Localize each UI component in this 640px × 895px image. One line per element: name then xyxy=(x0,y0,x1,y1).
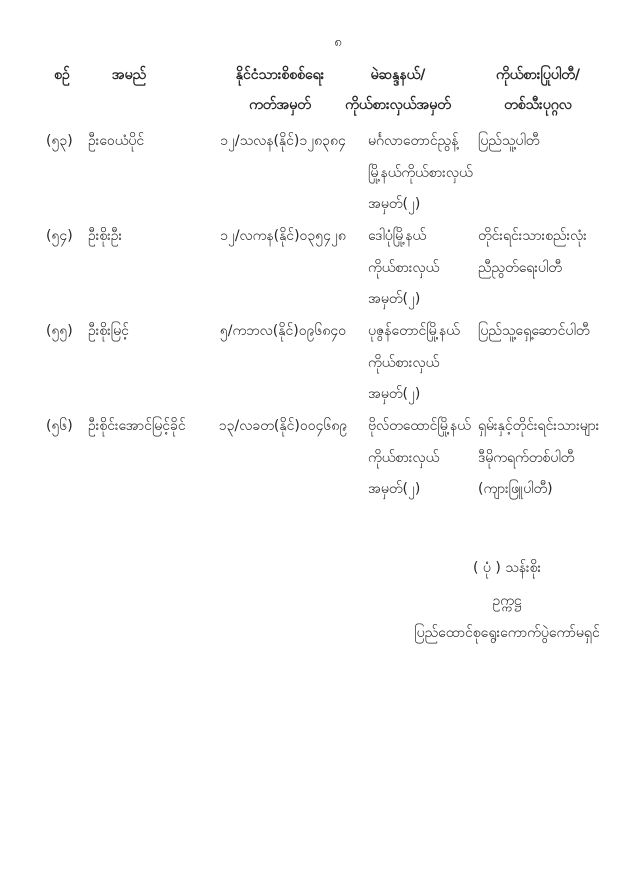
serial-cell: (၅၃) xyxy=(46,133,73,149)
serial-cell: (၅၅) xyxy=(46,323,73,339)
constituency-line: ကိုယ်စားလှယ် xyxy=(368,259,440,276)
signature-organization: ပြည်ထောင်စုရွေးကောက်ပွဲကော်မရှင် xyxy=(414,625,600,641)
name-cell: ဦးဝေယံပိုင် xyxy=(88,133,145,149)
nrc-cell: ၁၃/လခတ(နိုင်)၀၀၄၆၈၉ xyxy=(218,418,348,434)
party-line: တိုင်းရင်းသားစည်းလုံး xyxy=(478,228,587,244)
signature-block xyxy=(382,552,632,650)
party-line: ရှမ်းနှင့်တိုင်းရင်းသားများ xyxy=(478,418,600,434)
party-cell xyxy=(478,221,640,284)
constituency-cell xyxy=(368,126,482,221)
constituency-cell xyxy=(368,411,482,506)
constituency-line: ဒေါပုံမြို့နယ် xyxy=(368,228,427,244)
header-constituency xyxy=(330,60,466,120)
constituency-cell xyxy=(368,316,482,411)
name-cell: ဦးစိုးဦး xyxy=(88,228,123,244)
serial-cell: (၅၆) xyxy=(46,418,73,434)
nrc-cell: ၁၂/လကန(နိုင်)၀၃၅၄၂၈ xyxy=(220,228,346,244)
constituency-line: ဗိုလ်တထောင်မြို့နယ် xyxy=(368,418,471,434)
header-party xyxy=(462,60,614,120)
signature-title: ဥက္ကဋ္ဌ xyxy=(492,592,522,609)
constituency-line: မြို့နယ်ကိုယ်စားလှယ် xyxy=(368,164,473,181)
constituency-line: ပုဇွန်တောင်မြို့နယ် xyxy=(368,323,460,339)
party-line: ပြည်သူ့ပါတီ xyxy=(478,133,540,149)
constituency-line: အမှတ်(၂) xyxy=(368,291,421,307)
party-cell xyxy=(478,411,640,506)
party-line: ဒီမိုကရက်တစ်ပါတီ xyxy=(478,449,575,466)
header-name: အမည် xyxy=(111,67,147,83)
serial-cell: (၅၄) xyxy=(46,228,73,244)
page-number: ၈ xyxy=(334,35,342,50)
header-constituency-line1: မဲဆန္ဒနယ်/ xyxy=(370,67,426,83)
party-line: ပြည်သူ့ရှေ့ဆောင်ပါတီ xyxy=(478,323,590,339)
party-line: ညီညွတ်ရေးပါတီ xyxy=(478,259,562,276)
constituency-line: ကိုယ်စားလှယ် xyxy=(368,449,440,466)
nrc-cell: ၅/ကဘလ(နိုင်)၀၉၆၈၄၀ xyxy=(219,323,347,339)
signature-signed: ( ပုံ ) သန်းစိုး xyxy=(472,560,542,576)
constituency-line: ကိုယ်စားလှယ် xyxy=(368,354,440,371)
header-serial: စဉ် xyxy=(54,67,70,83)
constituency-line: အမှတ်(၂) xyxy=(368,481,421,497)
party-cell xyxy=(478,126,640,158)
header-party-line1: ကိုယ်စားပြုပါတီ/ xyxy=(496,67,580,83)
header-nrc-line2: ကတ်အမှတ် xyxy=(249,97,311,113)
constituency-cell xyxy=(368,221,482,316)
nrc-cell: ၁၂/သလန(နိုင်)၁၂၈၃၈၄ xyxy=(220,133,346,149)
name-cell: ဦးစိုးမြင့် xyxy=(88,323,129,339)
constituency-line: အမှတ်(၂) xyxy=(368,196,421,212)
constituency-line: မင်္ဂလာတောင်ညွန့် xyxy=(368,133,459,149)
header-nrc-line1: နိုင်ငံသားစိစစ်ရေး xyxy=(235,67,325,83)
header-constituency-line2: ကိုယ်စားလှယ်အမှတ် xyxy=(345,97,451,113)
header-party-line2: တစ်သီးပုဂ္ဂလ xyxy=(504,97,572,113)
party-line: (ကျားဖြူပါတီ) xyxy=(478,481,553,497)
name-cell: ဦးစိုင်းအောင်မြင့်ခိုင် xyxy=(88,418,186,434)
constituency-line: အမှတ်(၂) xyxy=(368,386,421,402)
party-cell xyxy=(478,316,640,348)
